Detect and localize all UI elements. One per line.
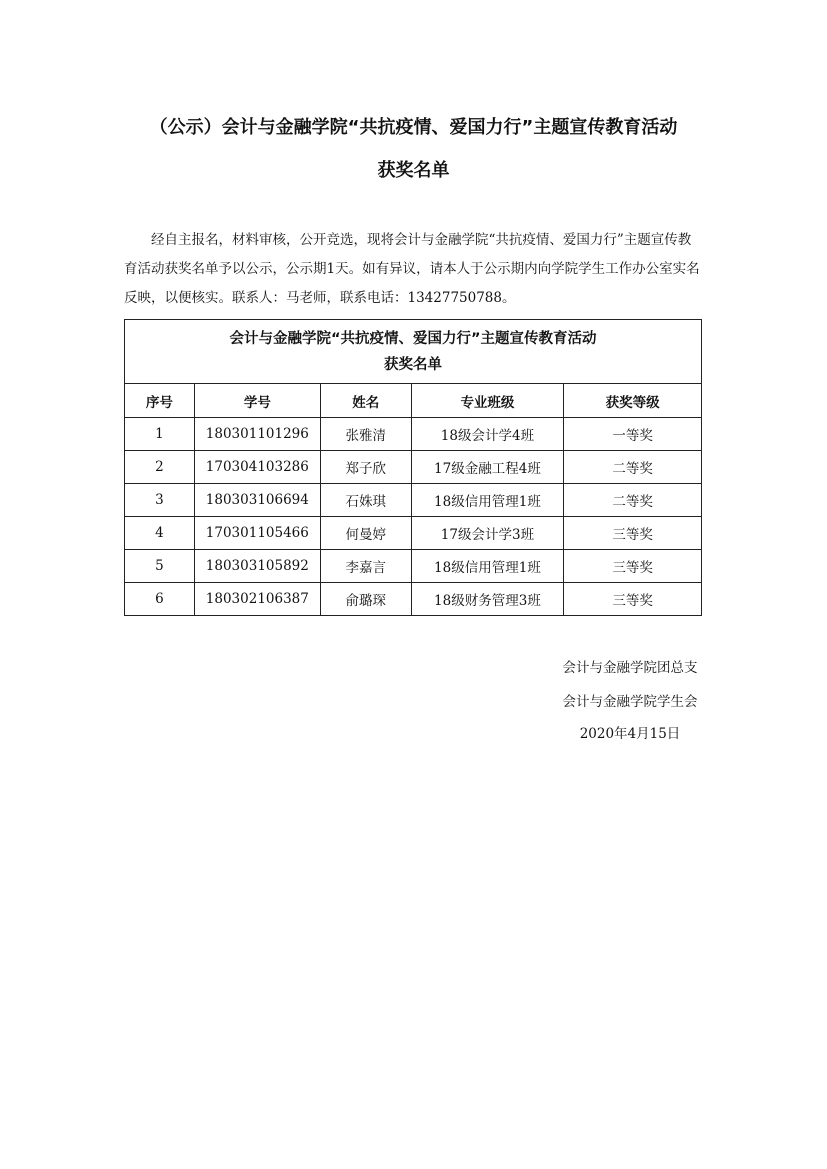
signature-date: 2020年4月15日 [579,726,681,742]
table-caption-line2: 获奖名单 [384,356,442,373]
cell-index: 4 [125,517,195,550]
document-title-line1: （公示）会计与金融学院“共抗疫情、爱国力行”主题宣传教育活动 [149,117,678,138]
table-row [125,550,702,583]
cell-student-id: 180303106694 [194,484,320,517]
header-student-id: 学号 [194,384,320,418]
table-caption-line1: 会计与金融学院“共抗疫情、爱国力行”主题宣传教育活动 [229,330,597,347]
table-row [125,517,702,550]
cell-class: 18级财务管理3班 [411,583,564,616]
cell-name: 张雅清 [320,418,411,451]
table-row [125,451,702,484]
table-caption [125,320,702,384]
document-title-line2: 获奖名单 [377,160,450,181]
cell-name: 李嘉言 [320,550,411,583]
cell-student-id: 180302106387 [194,583,320,616]
cell-award: 三等奖 [564,583,702,616]
cell-award: 二等奖 [564,484,702,517]
cell-student-id: 180303105892 [194,550,320,583]
cell-index: 1 [125,418,195,451]
signature-org-union: 会计与金融学院学生会 [562,694,698,710]
table-row [125,484,702,517]
header-class: 专业班级 [411,384,564,418]
cell-index: 6 [125,583,195,616]
cell-name: 何曼婷 [320,517,411,550]
cell-class: 18级信用管理1班 [411,550,564,583]
cell-student-id: 180301101296 [194,418,320,451]
cell-index: 2 [125,451,195,484]
signature-org-league: 会计与金融学院团总支 [562,660,698,676]
header-index: 序号 [125,384,195,418]
cell-award: 二等奖 [564,451,702,484]
cell-name: 俞璐琛 [320,583,411,616]
cell-award: 一等奖 [564,418,702,451]
cell-student-id: 170304103286 [194,451,320,484]
cell-class: 17级会计学3班 [411,517,564,550]
cell-student-id: 170301105466 [194,517,320,550]
table-header-row [125,384,702,418]
cell-award: 三等奖 [564,550,702,583]
cell-name: 郑子欣 [320,451,411,484]
table-row [125,418,702,451]
cell-award: 三等奖 [564,517,702,550]
header-award: 获奖等级 [564,384,702,418]
cell-index: 5 [125,550,195,583]
cell-name: 石姝琪 [320,484,411,517]
award-table [124,319,702,616]
cell-index: 3 [125,484,195,517]
cell-class: 18级信用管理1班 [411,484,564,517]
cell-class: 18级会计学4班 [411,418,564,451]
header-name: 姓名 [320,384,411,418]
announcement-paragraph: 经自主报名，材料审核，公开竞选，现将会计与金融学院“共抗疫情、爱国力行”主题宣传教育活动获奖名单予以公示，公示期1天。如有异议，请本人于公示期内向学院学生工作办公室实名反映，以便核实。联系人：马老师，联系电话：13427750788。 [124,232,700,306]
cell-class: 17级金融工程4班 [411,451,564,484]
table-row [125,583,702,616]
